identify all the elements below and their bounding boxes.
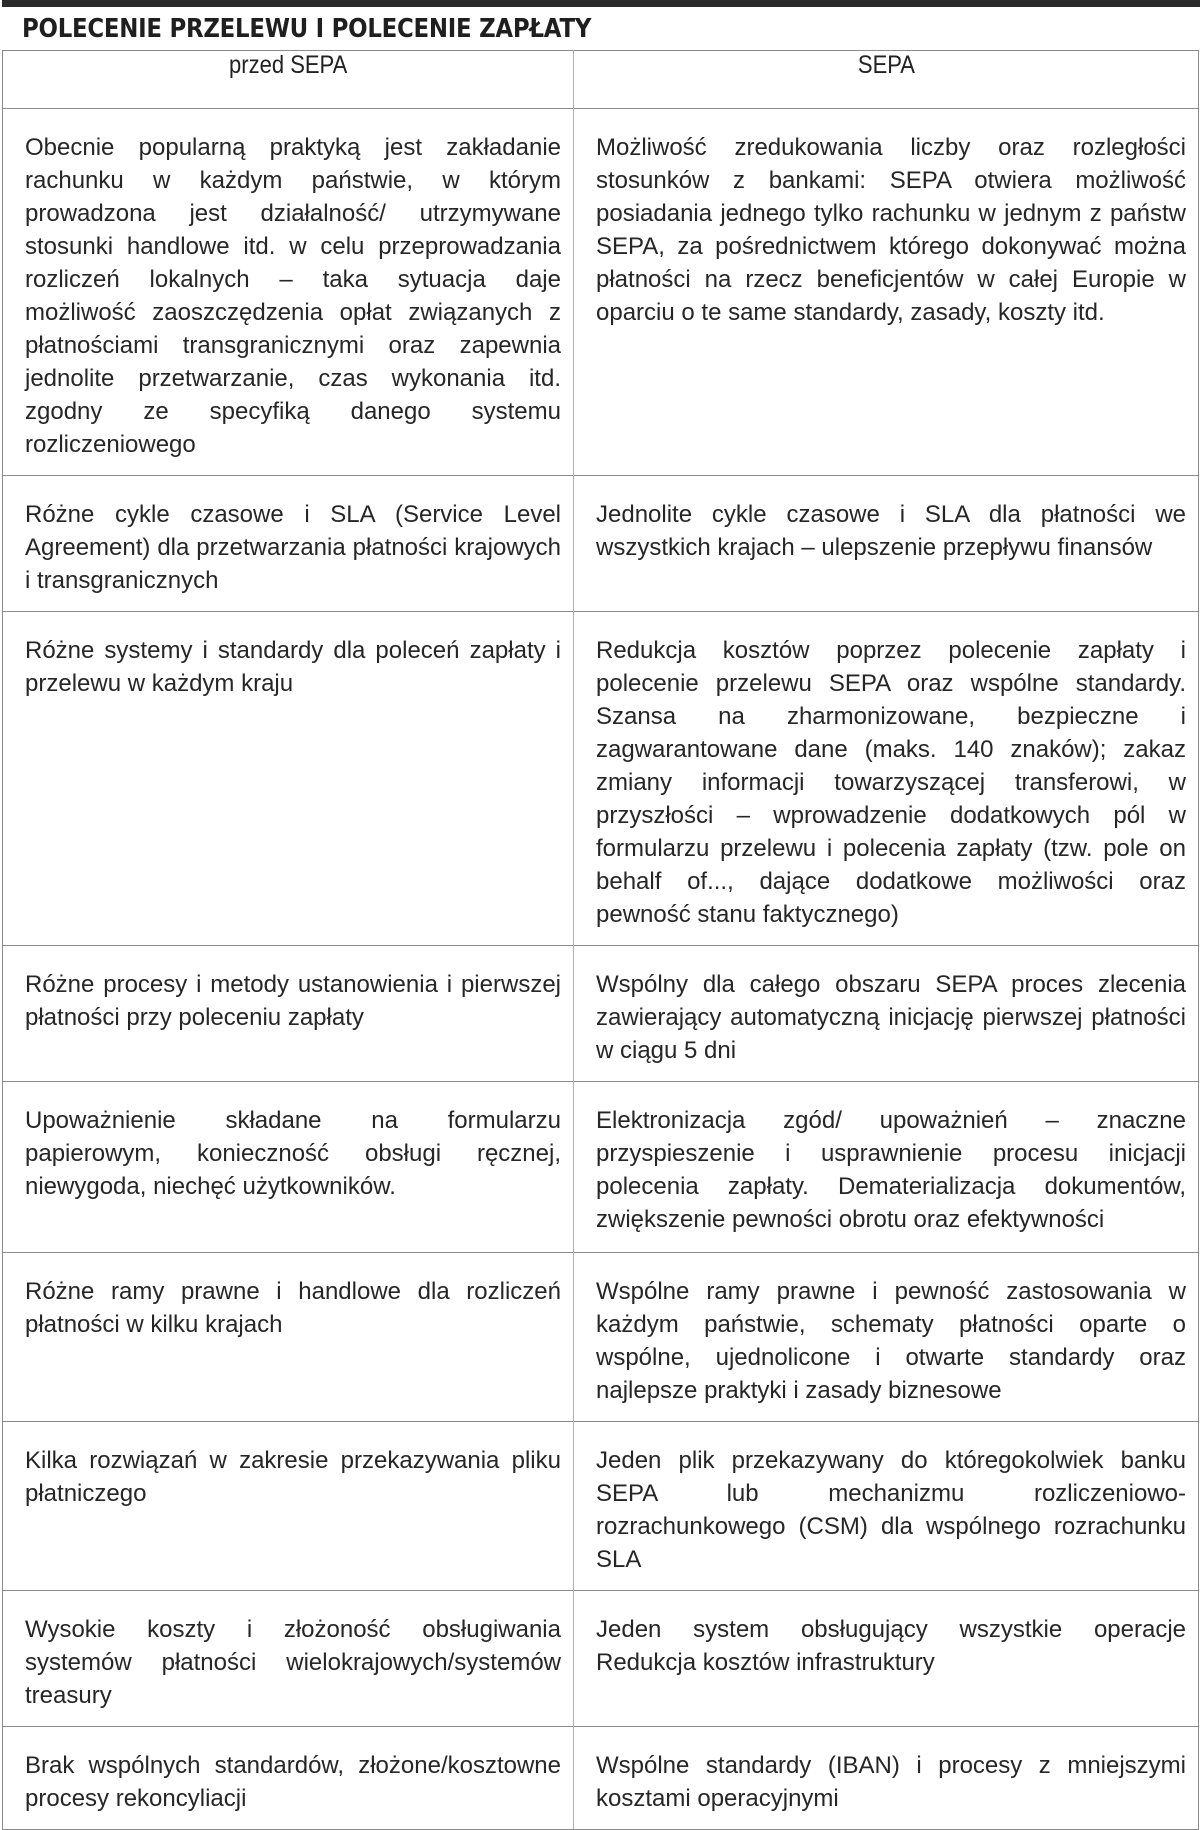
cell-before-sepa: Obecnie popularną praktyką jest zakładanie rachunku w każdym państwie, w którym prowadzona jest działalność/ utrzymywane stosunki handlowe itd. w celu przeprowadzania rozliczeń lokalnych – taka sytuacja daje możliwość zaoszczędzenia opłat związanych z płatnościami transgranicznymi oraz zapewnia jednolite przetwarzanie, czas wykonania itd. zgodny ze specyfiką danego systemu rozliczeniowego [3, 109, 574, 476]
cell-before-sepa: Różne procesy i metody ustanowienia i pierwszej płatności przy poleceniu zapłaty [3, 946, 574, 1082]
column-header-before-sepa: przed SEPA [3, 51, 574, 109]
cell-before-sepa: Kilka rozwiązań w zakresie przekazywania pliku płatniczego [3, 1422, 574, 1591]
table-row [3, 1082, 1199, 1253]
table-row [3, 1591, 1199, 1727]
cell-sepa: Jeden plik przekazywany do któregokolwiek banku SEPA lub mechanizmu rozliczeniowo-rozrachunkowego (CSM) dla wspólnego rozrachunku SLA [574, 1422, 1199, 1591]
cell-sepa: Możliwość zredukowania liczby oraz rozległości stosunków z bankami: SEPA otwiera możliwość posiadania jednego tylko rachunku w jednym z państw SEPA, za pośrednictwem którego dokonywać można płatności na rzecz beneficjentów w całej Europie w oparciu o te same standardy, zasady, koszty itd. [574, 109, 1199, 476]
table-row [3, 1253, 1199, 1422]
cell-sepa: Wspólne standardy (IBAN) i procesy z mniejszymi kosztami operacyjnymi [574, 1727, 1199, 1830]
top-rule [2, 0, 1200, 7]
cell-before-sepa: Upoważnienie składane na formularzu papierowym, konieczność obsługi ręcznej, niewygoda, niechęć użytkowników. [3, 1082, 574, 1253]
table-row [3, 612, 1199, 946]
column-header-sepa: SEPA [574, 51, 1199, 109]
cell-before-sepa: Różne systemy i standardy dla poleceń zapłaty i przelewu w każdym kraju [3, 612, 574, 946]
cell-before-sepa: Różne cykle czasowe i SLA (Service Level Agreement) dla przetwarzania płatności krajowych i transgranicznych [3, 476, 574, 612]
cell-sepa: Redukcja kosztów poprzez polecenie zapłaty i polecenie przelewu SEPA oraz wspólne standardy. Szansa na zharmonizowane, bezpieczne i zagwarantowane dane (maks. 140 znaków); zakaz zmiany informacji towarzyszącej transferowi, w przyszłości – wprowadzenie dodatkowych pól w formularzu przelewu i polecenia zapłaty (tzw. pole on behalf of..., dające dodatkowe możliwości oraz pewność stanu faktycznego) [574, 612, 1199, 946]
cell-before-sepa: Wysokie koszty i złożoność obsługiwania systemów płatności wielokrajowych/systemów treasury [3, 1591, 574, 1727]
table-row [3, 946, 1199, 1082]
table-row [3, 1727, 1199, 1830]
cell-sepa: Jednolite cykle czasowe i SLA dla płatności we wszystkich krajach – ulepszenie przepływu finansów [574, 476, 1199, 612]
header-row [3, 51, 1199, 109]
cell-sepa: Elektronizacja zgód/ upoważnień – znaczne przyspieszenie i usprawnienie procesu inicjacji polecenia zapłaty. Dematerializacja dokumentów, zwiększenie pewności obrotu oraz efektywności [574, 1082, 1199, 1253]
cell-before-sepa: Brak wspólnych standardów, złożone/kosztowne procesy rekoncyliacji [3, 1727, 574, 1830]
table-title: POLECENIE PRZELEWU I POLECENIE ZAPŁATY [22, 14, 592, 44]
table-row [3, 476, 1199, 612]
table-row [3, 109, 1199, 476]
cell-sepa: Wspólne ramy prawne i pewność zastosowania w każdym państwie, schematy płatności oparte o wspólne, ujednolicone i otwarte standardy oraz najlepsze praktyki i zasady biznesowe [574, 1253, 1199, 1422]
cell-before-sepa: Różne ramy prawne i handlowe dla rozliczeń płatności w kilku krajach [3, 1253, 574, 1422]
comparison-table [2, 50, 1199, 1830]
cell-sepa: Wspólny dla całego obszaru SEPA proces zlecenia zawierający automatyczną inicjację pierwszej płatności w ciągu 5 dni [574, 946, 1199, 1082]
cell-sepa: Jeden system obsługujący wszystkie operacje Redukcja kosztów infrastruktury [574, 1591, 1199, 1727]
table-row [3, 1422, 1199, 1591]
